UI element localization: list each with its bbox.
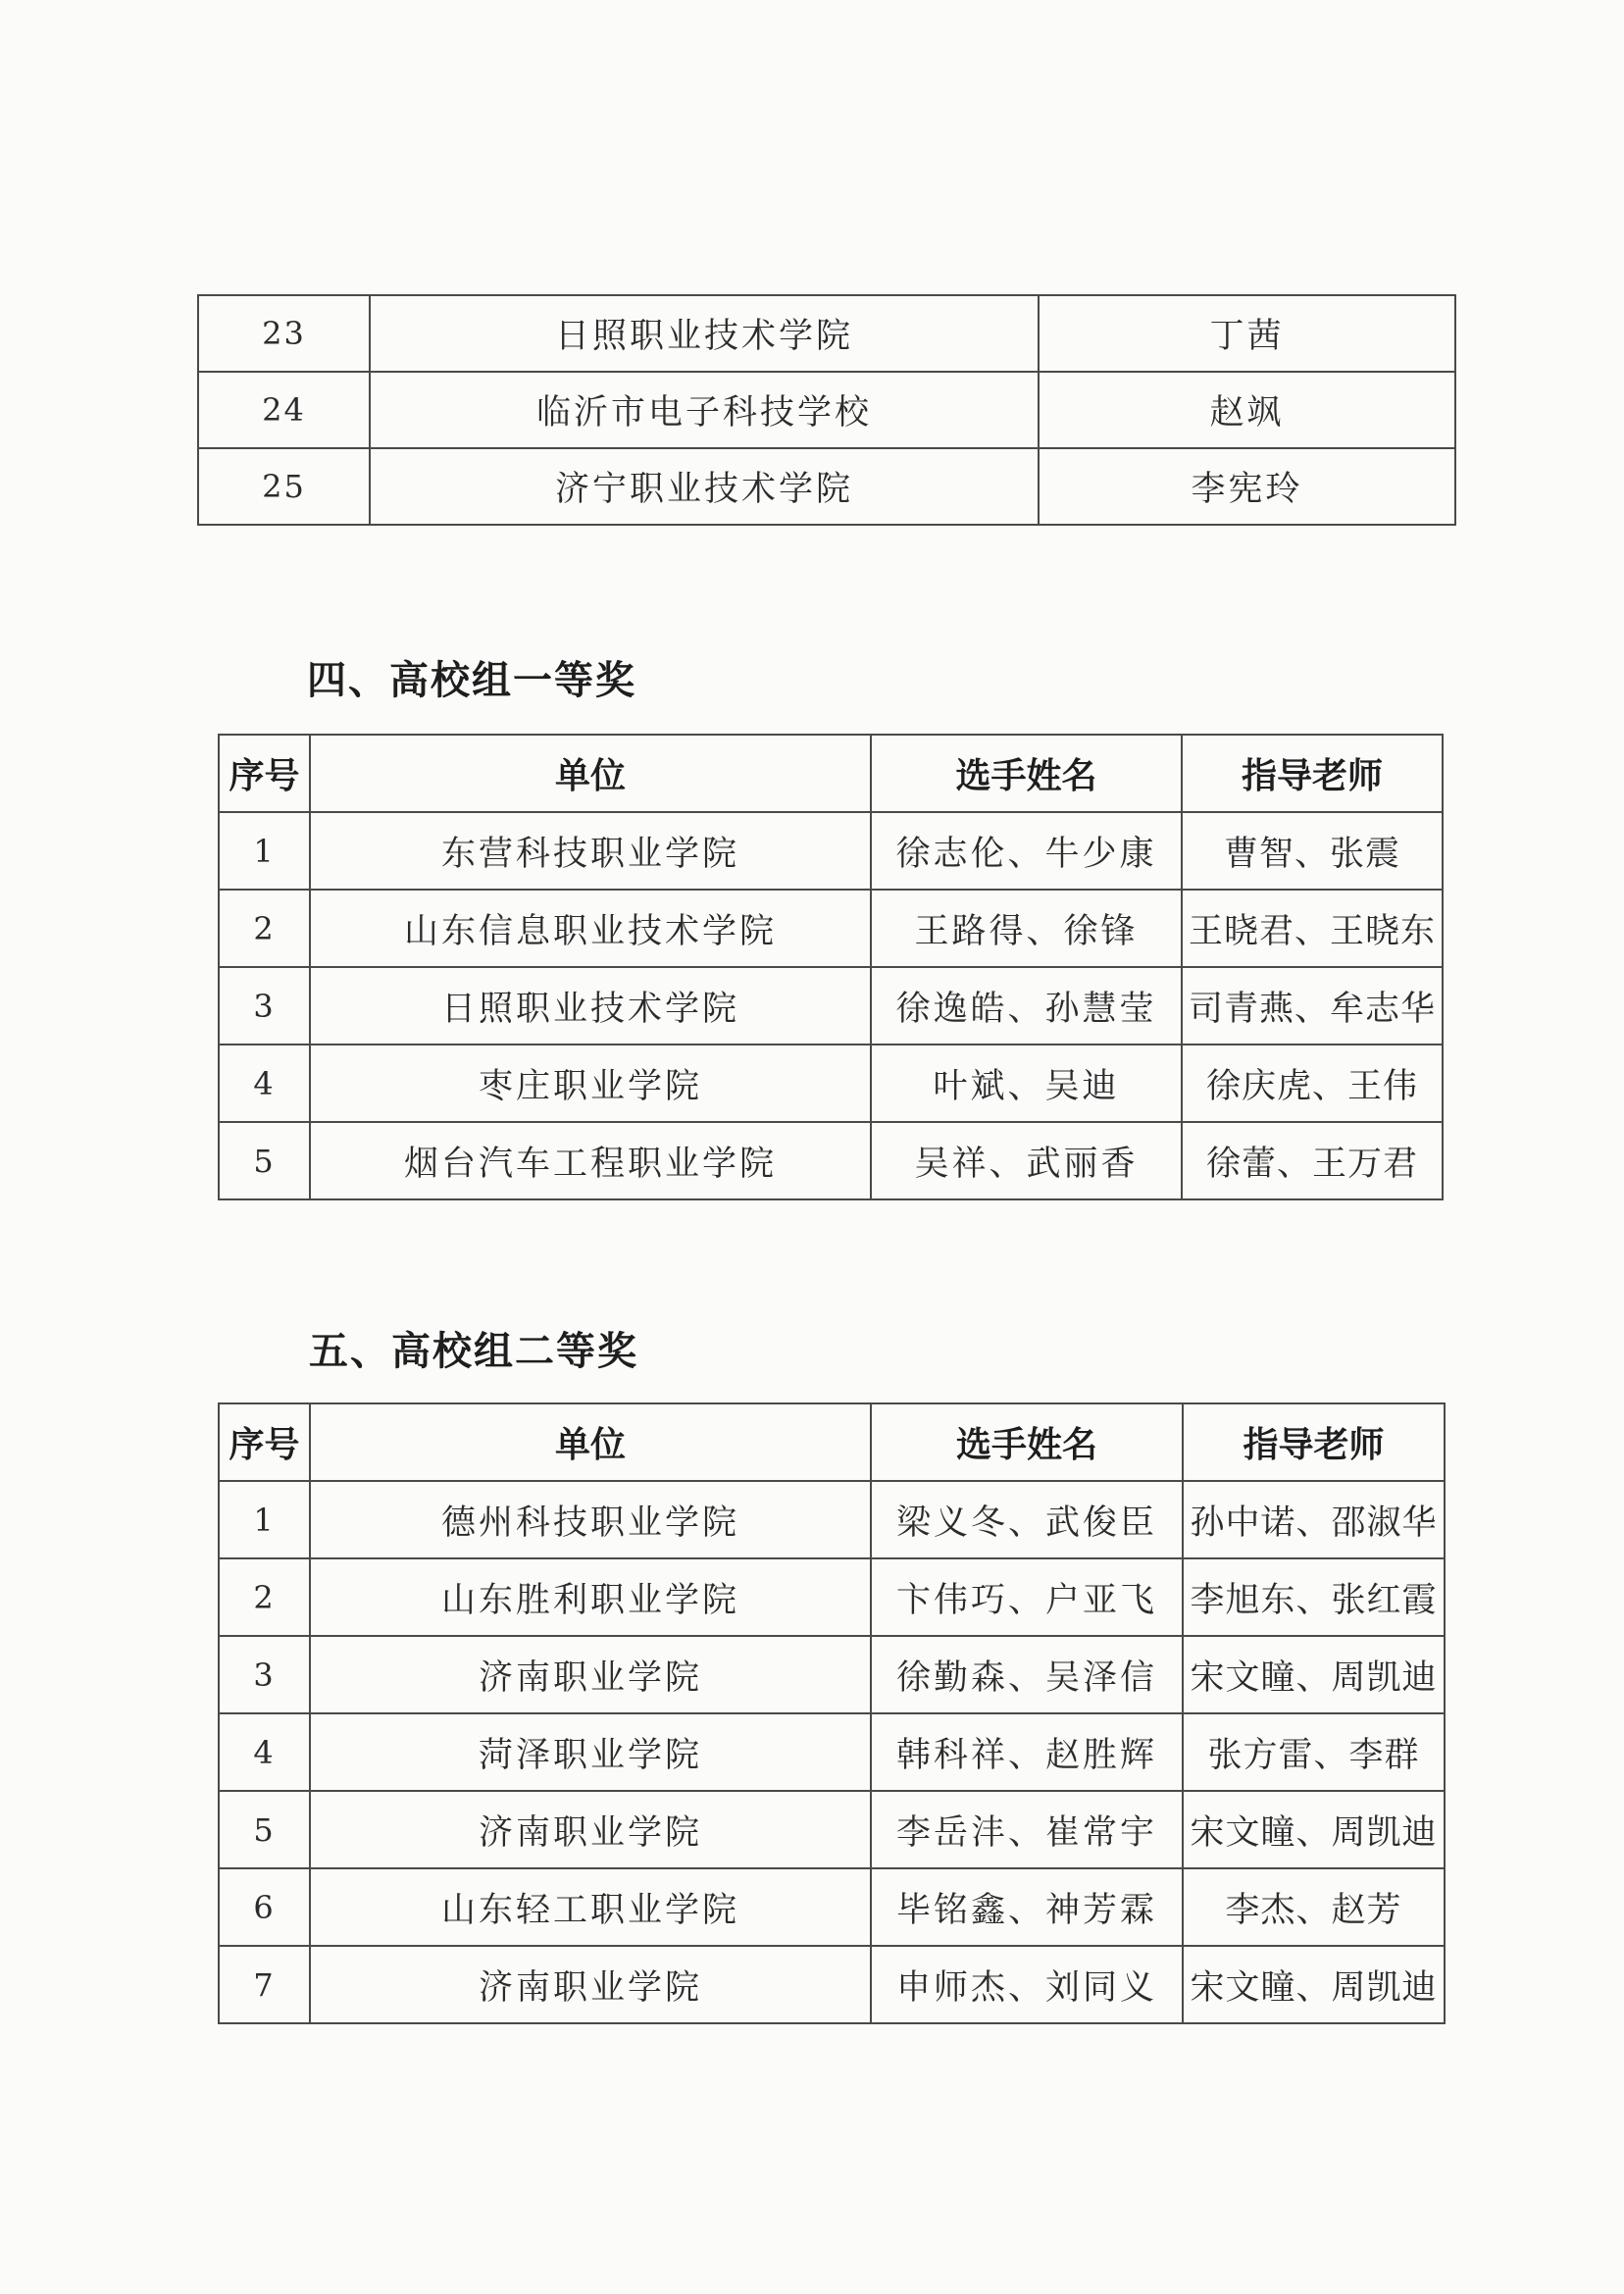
section4-heading: 四、高校组一等奖 bbox=[307, 658, 636, 703]
player-cell: 李岳沣、崔常宇 bbox=[871, 1791, 1183, 1868]
row-number: 6 bbox=[219, 1868, 310, 1946]
header-no: 序号 bbox=[219, 1403, 310, 1481]
row-number: 24 bbox=[198, 372, 370, 448]
row-number: 1 bbox=[219, 1481, 310, 1558]
teacher-cell: 宋文瞳、周凯迪 bbox=[1183, 1791, 1445, 1868]
unit-cell: 日照职业技术学院 bbox=[310, 967, 871, 1045]
player-cell: 申师杰、刘同义 bbox=[871, 1946, 1183, 2023]
section4-table bbox=[218, 734, 1444, 1200]
unit-cell: 东营科技职业学院 bbox=[310, 812, 871, 890]
table-row bbox=[219, 1868, 1445, 1946]
table-row bbox=[219, 1946, 1445, 2023]
table-row bbox=[219, 1713, 1445, 1791]
unit-cell: 德州科技职业学院 bbox=[310, 1481, 871, 1558]
table-row bbox=[219, 890, 1443, 967]
name-cell: 丁茜 bbox=[1039, 295, 1455, 372]
table-row bbox=[219, 1045, 1443, 1122]
unit-cell: 山东胜利职业学院 bbox=[310, 1558, 871, 1636]
table-row bbox=[219, 812, 1443, 890]
teacher-cell: 徐蕾、王万君 bbox=[1182, 1122, 1443, 1199]
table-row bbox=[219, 1791, 1445, 1868]
unit-cell: 烟台汽车工程职业学院 bbox=[310, 1122, 871, 1199]
table-row bbox=[198, 295, 1455, 372]
table-row bbox=[219, 1636, 1445, 1713]
row-number: 4 bbox=[219, 1713, 310, 1791]
player-cell: 韩科祥、赵胜辉 bbox=[871, 1713, 1183, 1791]
header-player: 选手姓名 bbox=[871, 1403, 1183, 1481]
teacher-cell: 宋文瞳、周凯迪 bbox=[1183, 1636, 1445, 1713]
player-cell: 王路得、徐锋 bbox=[871, 890, 1182, 967]
row-number: 5 bbox=[219, 1122, 310, 1199]
unit-cell: 济南职业学院 bbox=[310, 1791, 871, 1868]
unit-cell: 山东轻工职业学院 bbox=[310, 1868, 871, 1946]
teacher-cell: 李杰、赵芳 bbox=[1183, 1868, 1445, 1946]
teacher-cell: 张方雷、李群 bbox=[1183, 1713, 1445, 1791]
name-cell: 李宪玲 bbox=[1039, 448, 1455, 525]
teacher-cell: 曹智、张震 bbox=[1182, 812, 1443, 890]
unit-cell: 日照职业技术学院 bbox=[370, 295, 1039, 372]
teacher-cell: 王晓君、王晓东 bbox=[1182, 890, 1443, 967]
player-cell: 毕铭鑫、神芳霖 bbox=[871, 1868, 1183, 1946]
teacher-cell: 宋文瞳、周凯迪 bbox=[1183, 1946, 1445, 2023]
section3-tail-table bbox=[197, 294, 1456, 526]
table-row bbox=[219, 967, 1443, 1045]
table-row bbox=[219, 1481, 1445, 1558]
player-cell: 卞伟巧、户亚飞 bbox=[871, 1558, 1183, 1636]
player-cell: 徐勤森、吴泽信 bbox=[871, 1636, 1183, 1713]
unit-cell: 临沂市电子科技学校 bbox=[370, 372, 1039, 448]
row-number: 23 bbox=[198, 295, 370, 372]
teacher-cell: 孙中诺、邵淑华 bbox=[1183, 1481, 1445, 1558]
teacher-cell: 司青燕、牟志华 bbox=[1182, 967, 1443, 1045]
player-cell: 梁义冬、武俊臣 bbox=[871, 1481, 1183, 1558]
table-row bbox=[219, 1558, 1445, 1636]
row-number: 4 bbox=[219, 1045, 310, 1122]
row-number: 25 bbox=[198, 448, 370, 525]
unit-cell: 济南职业学院 bbox=[310, 1636, 871, 1713]
unit-cell: 山东信息职业技术学院 bbox=[310, 890, 871, 967]
teacher-cell: 李旭东、张红霞 bbox=[1183, 1558, 1445, 1636]
player-cell: 徐逸皓、孙慧莹 bbox=[871, 967, 1182, 1045]
row-number: 1 bbox=[219, 812, 310, 890]
unit-cell: 枣庄职业学院 bbox=[310, 1045, 871, 1122]
unit-cell: 济宁职业技术学院 bbox=[370, 448, 1039, 525]
row-number: 3 bbox=[219, 1636, 310, 1713]
row-number: 5 bbox=[219, 1791, 310, 1868]
row-number: 7 bbox=[219, 1946, 310, 2023]
header-teacher: 指导老师 bbox=[1182, 735, 1443, 812]
row-number: 3 bbox=[219, 967, 310, 1045]
row-number: 2 bbox=[219, 890, 310, 967]
header-unit: 单位 bbox=[310, 1403, 871, 1481]
row-number: 2 bbox=[219, 1558, 310, 1636]
table-header-row bbox=[219, 735, 1443, 812]
section5-table bbox=[218, 1402, 1446, 2024]
unit-cell: 菏泽职业学院 bbox=[310, 1713, 871, 1791]
section5-heading: 五、高校组二等奖 bbox=[309, 1329, 638, 1374]
header-teacher: 指导老师 bbox=[1183, 1403, 1445, 1481]
header-unit: 单位 bbox=[310, 735, 871, 812]
header-player: 选手姓名 bbox=[871, 735, 1182, 812]
table-row bbox=[198, 448, 1455, 525]
player-cell: 徐志伦、牛少康 bbox=[871, 812, 1182, 890]
header-no: 序号 bbox=[219, 735, 310, 812]
table-row bbox=[219, 1122, 1443, 1199]
table-row bbox=[198, 372, 1455, 448]
name-cell: 赵飒 bbox=[1039, 372, 1455, 448]
table-header-row bbox=[219, 1403, 1445, 1481]
player-cell: 叶斌、吴迪 bbox=[871, 1045, 1182, 1122]
teacher-cell: 徐庆虎、王伟 bbox=[1182, 1045, 1443, 1122]
player-cell: 吴祥、武丽香 bbox=[871, 1122, 1182, 1199]
unit-cell: 济南职业学院 bbox=[310, 1946, 871, 2023]
